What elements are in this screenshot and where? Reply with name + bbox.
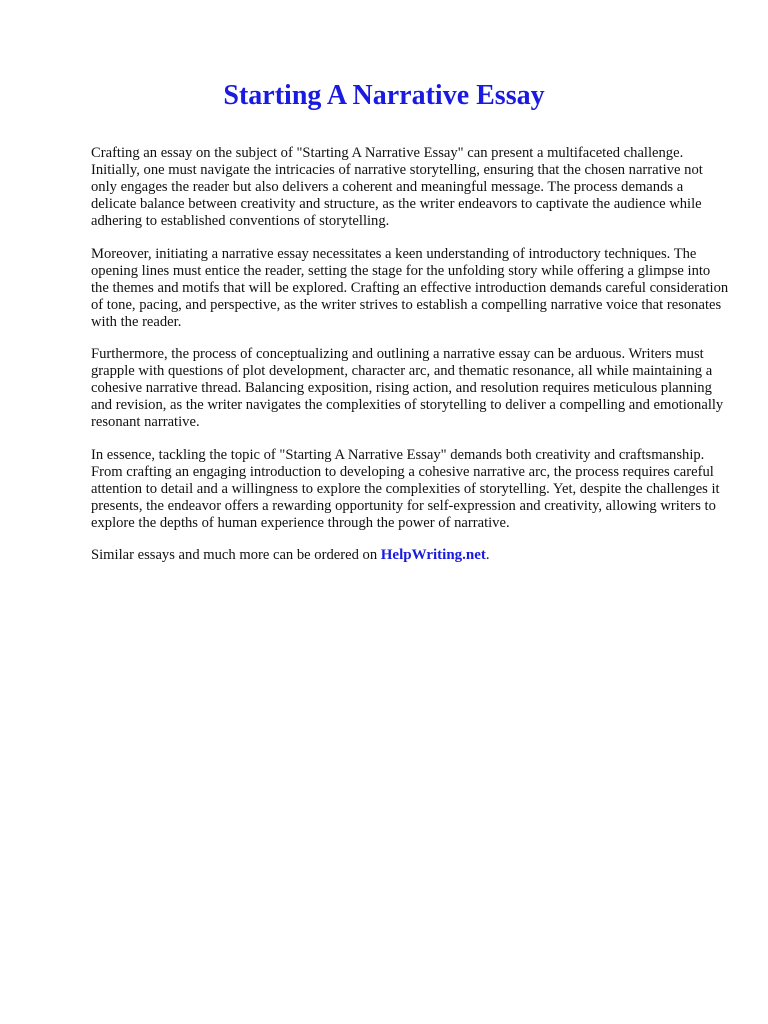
- helpwriting-link[interactable]: HelpWriting.net: [380, 547, 486, 563]
- order-note: [91, 547, 731, 564]
- paragraph-3: Furthermore, the process of conceptualizing and outlining a narrative essay can be arduous. Writers must grapple with questions of plot development, character arc, and thematic resonance, all while maintaining a cohesive narrative thread. Balancing exposition, rising action, and resolution requires meticulous planning and revision, as the writer navigates the complexities of storytelling to deliver a compelling and emotionally resonant narrative.: [91, 346, 724, 430]
- paragraph-4: In essence, tackling the topic of "Starting A Narrative Essay" demands both creativity and craftsmanship. From crafting an engaging introduction to developing a cohesive narrative arc, the process requires careful attention to detail and a willingness to explore the complexities of storytelling. Yet, despite the challenges it presents, the endeavor offers a rewarding opportunity for self-expression and creativity, allowing writers to explore the depths of human experience through the power of narrative.: [91, 446, 720, 531]
- order-note-prefix: Similar essays and much more can be ordered on: [91, 547, 381, 563]
- order-note-suffix: .: [485, 547, 490, 563]
- paragraph-2: Moreover, initiating a narrative essay necessitates a keen understanding of introductory techniques. The opening lines must entice the reader, setting the stage for the unfolding story while offering a glimpse into the themes and motifs that will be explored. Crafting an effective introduction demands careful consideration of tone, pacing, and perspective, as the writer strives to establish a compelling narrative voice that resonates with the reader.: [91, 245, 729, 330]
- essay-body: [91, 145, 731, 564]
- page-title: Starting A Narrative Essay: [223, 80, 545, 111]
- paragraph-1: Crafting an essay on the subject of "Starting A Narrative Essay" can present a multifaceted challenge. Initially, one must navigate the intricacies of narrative storytelling, ensuring that the chosen narrative not only engages the reader but also delivers a coherent and meaningful message. The process demands a delicate balance between creativity and structure, as the writer endeavors to captivate the audience while adhering to established conventions of storytelling.: [91, 145, 703, 229]
